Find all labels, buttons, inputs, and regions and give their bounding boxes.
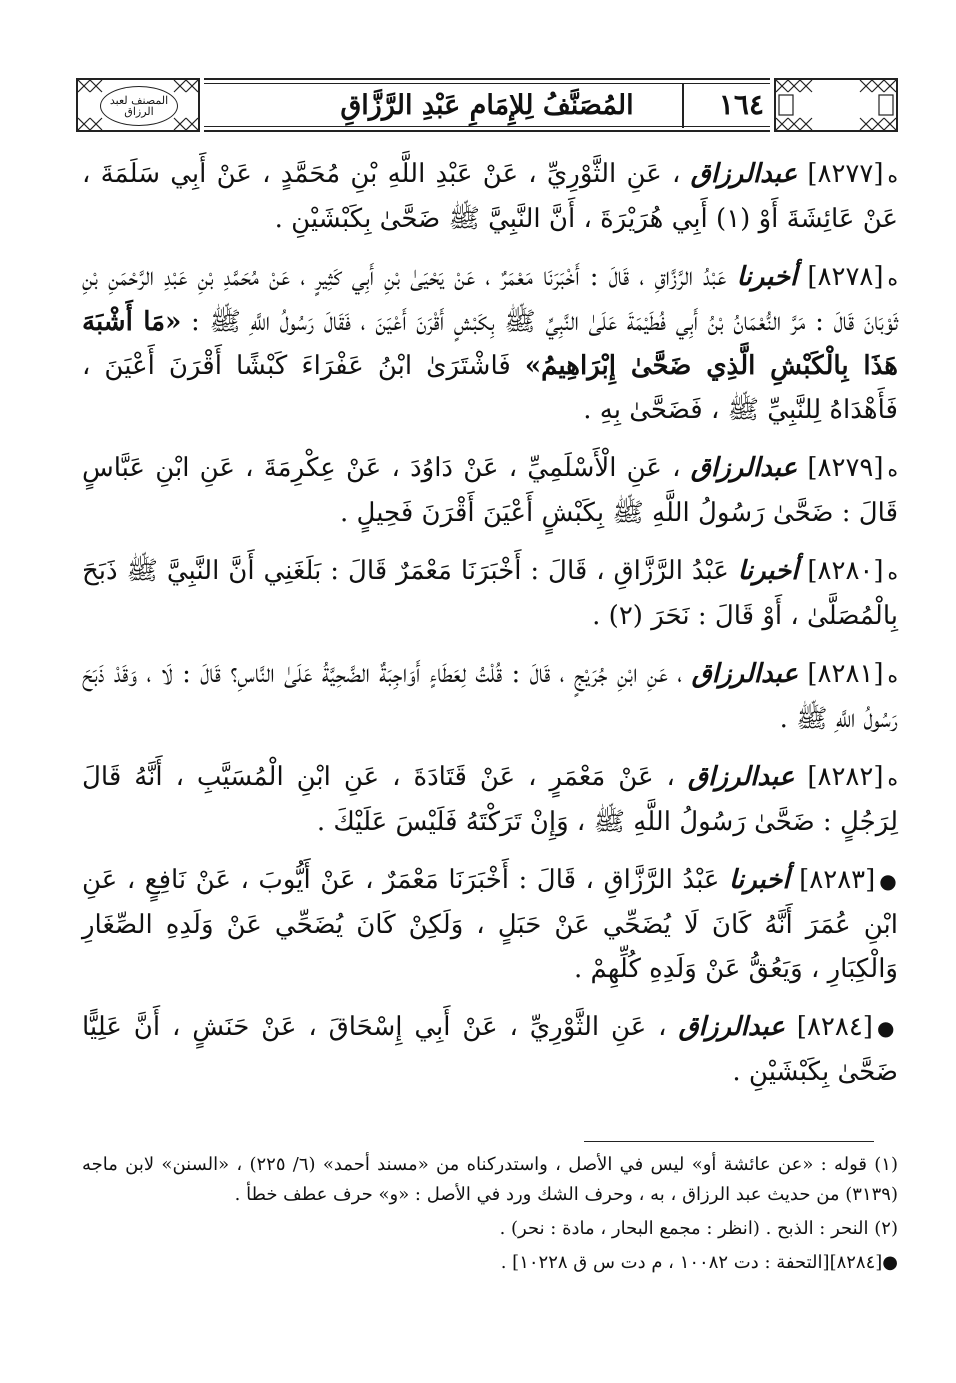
hadith-entry	[82, 755, 898, 844]
narrator-opener: عبدالرزاق	[691, 659, 799, 689]
hadith-number: [٨٢٨٢]	[807, 762, 884, 792]
entry-marker: ه	[887, 663, 899, 687]
hadith-text: عَبْدُ الرَّزَّاقِ ، قَالَ : أَخْبَرَنَا مَعْمَرٌ ، عَنْ أَيُّوبَ ، عَنْ نَافِعٍ ، عَنِ ابْنِ عُمَرَ أَنَّهُ كَانَ لَا يُضَحِّي عَنْ حَبَلٍ ، وَلَكِنْ كَانَ يُضَحِّي عَنْ وَلَدِهِ الصِّغَارِ وَالْكِبَارِ ، وَيَعُقُّ عَنْ وَلَدِهِ كُلِّهِمْ .	[82, 865, 898, 984]
hadith-text: عَبْدُ الرَّزَّاقِ ، قَالَ : أَخْبَرَنَا مَعْمَرٌ قَالَ : بَلَغَنِي أَنَّ النَّبِيَّ ﷺ ذَبَحَ بِالْمُصَلَّىٰ ، أَوْ قَالَ : نَحَرَ (٢) .	[82, 556, 898, 631]
hadith-text-continued: فَاشْتَرَىٰ ابْنُ عَفْرَاءَ كَبْشًا أَقْرَنَ أَعْيَنَ ، فَأَهْدَاهُ لِلنَّبِيِّ ﷺ ، فَضَحَّىٰ بِهِ .	[82, 351, 898, 425]
entry-marker: ه	[887, 560, 899, 584]
hadith-entry	[82, 255, 898, 432]
hadith-list	[82, 152, 898, 1108]
entry-marker: ه	[887, 457, 899, 481]
narrator-opener: أخبرنا	[736, 262, 798, 292]
takhrij-note: ●[٨٢٨٤][التحفة : دت ١٠٠٨٢ ، م دت س ق ١٠٢٢٨] .	[500, 1252, 898, 1273]
narrator-opener: أخبرنا	[737, 556, 799, 586]
hadith-number: [٨٢٧٨]	[807, 262, 884, 292]
hadith-number: [٨٢٨٤]	[796, 1012, 873, 1042]
entry-marker: ه	[887, 163, 898, 187]
entry-marker: ●	[879, 869, 898, 893]
hadith-entry	[82, 549, 898, 638]
hadith-number: [٨٢٨١]	[807, 659, 884, 689]
book-seal-logo	[100, 86, 178, 126]
running-title: المُصَنَّفُ لِلإِمَامِ عَبْدِ الرَّزَّاقِ	[340, 89, 634, 121]
entry-marker: ه	[887, 766, 898, 790]
page-number-divider	[682, 84, 684, 128]
entry-marker: ه	[887, 266, 899, 290]
seal-text: المصنف لعبد الرزاق	[109, 94, 169, 118]
hadith-text: ، عَنِ الثَّوْرِيِّ ، عَنْ أَبِي إِسْحَاقَ ، عَنْ حَنَشٍ ، أَنَّ عَلِيًّا ضَحَّىٰ بِكَبْشَيْنِ .	[82, 1012, 898, 1087]
page-header	[76, 78, 898, 136]
header-title-band	[204, 78, 770, 132]
hadith-text: ، عَنْ مَعْمَرٍ ، عَنْ قَتَادَةَ ، عَنِ ابْنِ الْمُسَيَّبِ ، أَنَّهُ قَالَ لِرَجُلٍ : ضَحَّىٰ رَسُولُ اللَّهِ ﷺ ، وَإِنْ تَرَكْتَهُ فَلَيْسَ عَلَيْكَ .	[82, 762, 898, 837]
prophetic-quote: «مَا أَشْبَهَ هَذَا بِالْكَبْشِ الَّذِي ضَحَّىٰ إِبْرَاهِيمُ»	[82, 307, 899, 381]
hadith-text: عَبْدُ الرَّزَّاقِ ، قَالَ : أَخْبَرَنَا مَعْمَرٌ ، عَنْ يَحْيَىٰ بْنِ أَبِي كَثِيرٍ ، عَنْ مُحَمَّدِ بْنِ عَبْدِ الرَّحْمَنِ بْنِ ثَوْبَانَ قَالَ : مَرَّ النُّعْمَانُ بْنُ أَبِي فُطَيْمَةَ عَلَىٰ النَّبِيِّ ﷺ بِكَبْشٍ أَقْرَنَ أَعْيَنَ ، فَقَالَ رَسُولُ اللَّهِ ﷺ :	[82, 262, 898, 337]
page-number: ١٦٤	[718, 88, 764, 121]
hadith-entry	[82, 152, 898, 241]
footnote-separator	[584, 1141, 874, 1142]
entry-marker: ●	[876, 1016, 899, 1040]
hadith-number: [٨٢٨٣]	[799, 865, 876, 895]
footnotes	[82, 1150, 898, 1282]
hadith-entry	[82, 446, 898, 535]
hadith-text: ، عَنِ الْأَسْلَمِيِّ ، عَنْ دَاوُدَ ، عَنْ عِكْرِمَةَ ، عَنِ ابْنِ عَبَّاسٍ قَالَ : ضَحَّىٰ رَسُولُ اللَّهِ ﷺ بِكَبْشٍ أَعْيَنَ أَقْرَنَ فَحِيلٍ .	[82, 453, 898, 528]
narrator-opener: عبدالرزاق	[678, 1012, 785, 1042]
narrator-opener: أخبرنا	[728, 865, 790, 895]
header-ornament-left	[76, 78, 200, 132]
lattice-ornament-icon	[776, 80, 896, 130]
narrator-opener: عبدالرزاق	[690, 453, 798, 483]
hadith-number: [٨٢٧٩]	[807, 453, 884, 483]
hadith-text: ، عَنِ ابْنِ جُرَيْجٍ ، قَالَ : قُلْتُ لِعَطَاءٍ أَوَاجِبَةٌ الضَّحِيَّةُ عَلَىٰ النَّاسِ؟ قَالَ : لَا ، وَقَدْ ذَبَحَ رَسُولُ اللَّهِ ﷺ .	[82, 659, 898, 734]
narrator-opener: عبدالرزاق	[687, 762, 795, 792]
footnote-2: (٢) النحر : الذبح . (انظر : مجمع البحار ، مادة : نحر) .	[499, 1218, 898, 1239]
hadith-number: [٨٢٧٧]	[807, 159, 884, 189]
hadith-entry	[82, 1005, 898, 1094]
hadith-entry	[82, 652, 898, 741]
hadith-entry	[82, 858, 898, 991]
footnote-1: (١) قوله : «عن عائشة أو» ليس في الأصل ، واستدركناه من «مسند أحمد» (٦/ ٢٢٥) ، «السنن» لابن ماجه (٣١٣٩) من حديث عبد الرزاق ، به ، وحرف الشك ورد في الأصل : «و» حرف عطف خطأ .	[82, 1154, 898, 1205]
header-ornament-right	[774, 78, 898, 132]
narrator-opener: عبدالرزاق	[690, 159, 798, 189]
hadith-number: [٨٢٨٠]	[807, 556, 884, 586]
hadith-text: ، عَنِ الثَّوْرِيِّ ، عَنْ عَبْدِ اللَّهِ بْنِ مُحَمَّدٍ ، عَنْ أَبِي سَلَمَةَ ، عَنْ عَائِشَةَ أَوْ (١) أَبِي هُرَيْرَةَ ، أَنَّ النَّبِيَّ ﷺ ضَحَّىٰ بِكَبْشَيْنِ .	[82, 159, 898, 234]
